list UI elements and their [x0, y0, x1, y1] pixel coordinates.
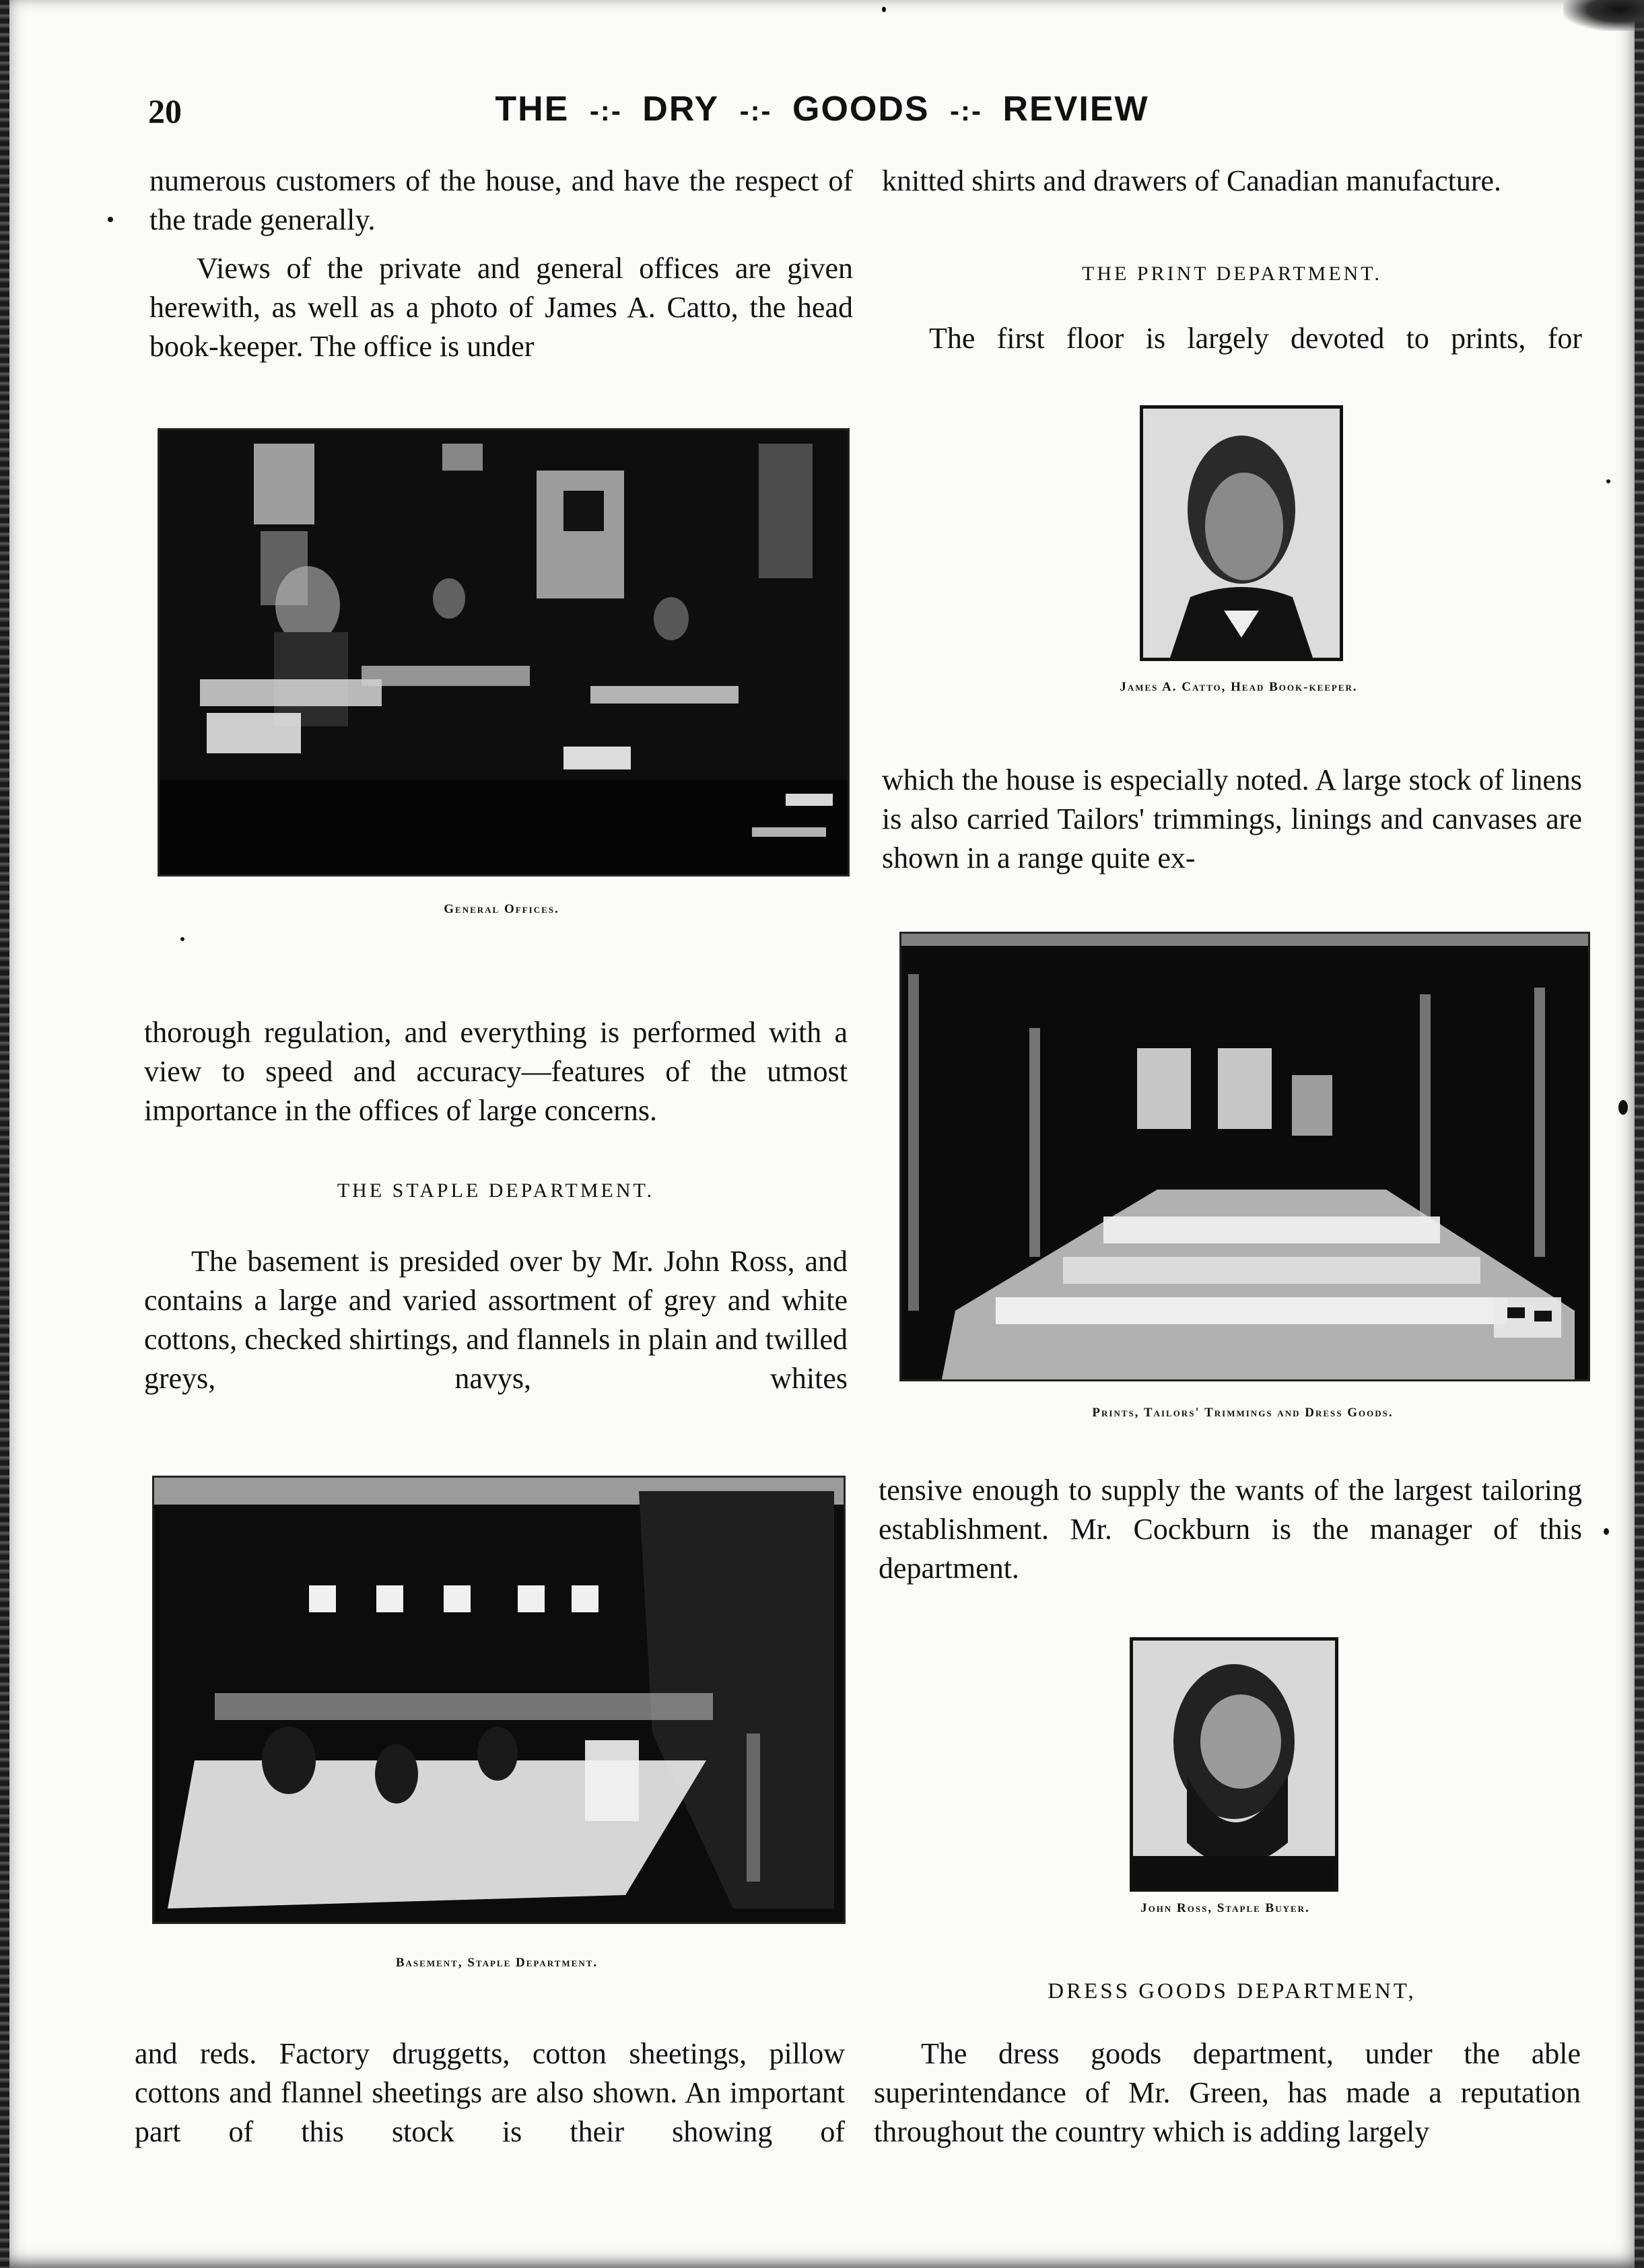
print-department-heading: THE PRINT DEPARTMENT.: [1082, 263, 1382, 285]
left-paragraph-4: The basement is presided over by Mr. John Ross, and contains a large and varied assortment of grey and white cottons, checked shirtings, and flannels in plain and twilled greys, navys, whites: [144, 1245, 848, 1395]
left-paragraph-5: and reds. Factory druggetts, cotton sheetings, pillow cottons and flannel sheetings are also shown. An important part of this stock is their showing of: [135, 2037, 845, 2148]
running-head-word: DRY: [642, 90, 720, 129]
right-paragraph-4: tensive enough to supply the wants of the largest tailoring establishment. Mr. Cockburn is the manager of this department.: [879, 1474, 1582, 1585]
running-head-separator: -:-: [589, 95, 622, 127]
print-speck: [180, 937, 184, 941]
right-paragraph-2: The first floor is largely devoted to prints, for: [929, 322, 1582, 355]
left-paragraph-3: thorough regulation, and everything is performed with a view to speed and accuracy—features of the utmost importance in the offices of large concerns.: [144, 1016, 848, 1127]
running-head-separator: -:-: [950, 95, 982, 127]
print-speck: [108, 217, 113, 222]
prints-tailors-photo: [899, 932, 1590, 1381]
running-head: [0, 89, 1644, 129]
page-edge-right: [1635, 0, 1644, 2268]
right-paragraph-5: The dress goods department, under the able superintendance of Mr. Green, has made a reputation throughout the country which is adding largely: [874, 2037, 1581, 2148]
page-edge-left: [0, 0, 9, 2268]
print-speck: [882, 7, 886, 12]
running-head-separator: -:-: [739, 95, 772, 127]
running-head-word: GOODS: [792, 90, 930, 129]
print-speck: [1606, 479, 1610, 483]
dress-goods-heading: DRESS GOODS DEPARTMENT,: [1048, 1979, 1416, 2003]
print-speck: [1604, 1528, 1609, 1535]
john-ross-caption: John Ross, Staple Buyer.: [1140, 1901, 1310, 1915]
basement-staple-caption: Basement, Staple Department.: [395, 1956, 598, 1970]
page-number: 20: [148, 92, 182, 130]
corner-smudge: [1563, 0, 1644, 31]
basement-staple-photo: [152, 1476, 846, 1924]
general-offices-caption: General Offices.: [444, 902, 559, 916]
staple-department-heading: THE STAPLE DEPARTMENT.: [337, 1179, 655, 1202]
running-head-word: REVIEW: [1002, 90, 1149, 129]
james-catto-portrait: [1140, 405, 1343, 661]
john-ross-portrait: [1130, 1637, 1338, 1892]
general-offices-photo: [158, 428, 850, 877]
left-paragraph-2: Views of the private and general offices are given herewith, as well as a photo of James A. Catto, the head book-keeper. The office is under: [149, 252, 853, 363]
right-paragraph-3: which the house is especially noted. A large stock of linens is also carried Tailors' trimmings, linings and canvases are shown in a range quite ex-: [882, 763, 1582, 874]
prints-tailors-caption: Prints, Tailors' Trimmings and Dress Goods.: [1092, 1406, 1394, 1420]
print-speck: [1618, 1100, 1628, 1115]
james-catto-caption: James A. Catto, Head Book-keeper.: [1120, 680, 1358, 694]
left-paragraph-1: numerous customers of the house, and have the respect of the trade generally.: [149, 164, 853, 236]
running-head-word: THE: [495, 90, 570, 129]
right-paragraph-1: knitted shirts and drawers of Canadian manufacture.: [882, 164, 1502, 197]
